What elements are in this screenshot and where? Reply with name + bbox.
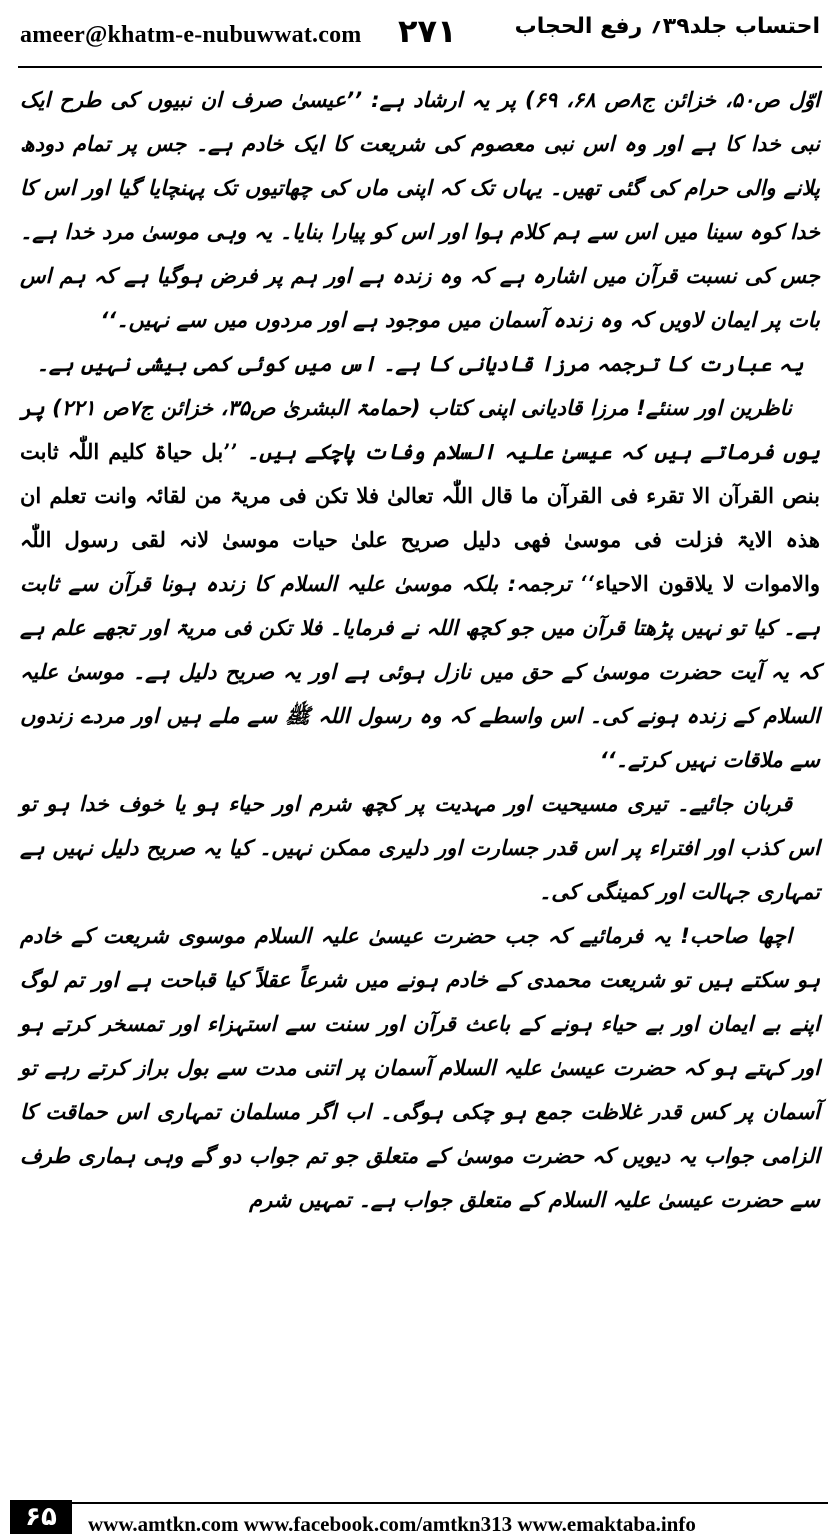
- readers-intro-text: ناظرین اور سنئے! مرزا قادیانی اپنی کتاب (حمامۃ البشریٰ ص۳۵، خزائن ج۷ص ۲۲۱) پر یوں فرماتے ہیں کہ عیسیٰ علیہ السلام وفات پاچکے ہیں۔: [20, 396, 820, 464]
- footer-divider: [72, 1502, 828, 1507]
- paragraph-rebuttal: قربان جائیے۔ تیری مسیحیت اور مہدیت پر کچھ شرم اور حیاء ہو یا خوف خدا ہو تو اس کذب اور افتراء پر اس قدر جسارت اور دلیری ممکن نہیں۔ کیا یہ صریح دلیل نہیں ہے تمہاری جہالت اور کمینگی کی۔: [20, 792, 820, 904]
- footer-links[interactable]: www.amtkn.com www.facebook.com/amtkn313 www.emaktaba.info: [88, 1512, 696, 1536]
- header-book-title: احتساب جلد۳۹؍ رفع الحجاب: [514, 14, 820, 39]
- header-divider: [18, 66, 822, 68]
- arabic-quote: ’’بل حیاۃ کلیم اللّٰہ ثابت بنص القرآن الا تقرء فی القرآن ما قال اللّٰہ تعالیٰ فلا تکن فی مریۃ من لقائہ وانت تعلم ان ھذہ الایۃ فزلت فی موسیٰ فھی دلیل صریح علیٰ حیات موسیٰ لانہ لقی رسول اللّٰہ والاموات لا یلاقون الاحیاء‘‘: [20, 439, 820, 596]
- arabic-translation: ترجمہ: بلکہ موسیٰ علیہ السلام کا زندہ ہونا قرآن سے ثابت ہے۔ کیا تو نہیں پڑھتا قرآن میں جو کچھ اللہ نے فرمایا۔ فلا تکن فی مریۃ اور تجھے علم ہے کہ یہ آیت حضرت موسیٰ کے حق میں نازل ہوئی ہے اور یہ صریح دلیل ہے۔ موسیٰ علیہ السلام کے زندہ ہونے کی۔ اس واسطے کہ وہ رسول اللہ ﷺ سے ملے ہیں اور مردے زندوں سے ملاقات نہیں کرتے۔‘‘: [20, 572, 820, 772]
- page-header: [20, 0, 820, 60]
- footer-page-number: ۶۵: [10, 1500, 72, 1534]
- paragraph-argument: اچھا صاحب! یہ فرمائیے کہ جب حضرت عیسیٰ علیہ السلام موسوی شریعت کے خادم ہو سکتے ہیں تو شریعت محمدی کے خادم ہونے میں شرعاً عقلاً کیا قباحت ہے اور تم لوگ اپنے بے ایمان اور بے حیاء ہونے کے باعث قرآن اور سنت سے استہزاء اور تمسخر کرتے ہو اور کہتے ہو کہ حضرت عیسیٰ علیہ السلام آسمان پر اتنی مدت سے بول براز کرتے رہے تو آسمان پر کس قدر غلاظت جمع ہو چکی ہوگی۔ اب اگر مسلمان تمہاری اس حماقت کا الزامی جواب یہ دیویں کہ حضرت موسیٰ کے متعلق جو تم جواب دو گے وہی ہماری طرف سے حضرت عیسیٰ علیہ السلام کے متعلق جواب ہے۔ تمہیں شرم: [20, 924, 820, 1212]
- paragraph-quote-intro: اوّل ص۵۰، خزائن ج۸ص ۶۸، ۶۹) پر یہ ارشاد ہے: ’’عیسیٰ صرف ان نبیوں کی طرح ایک نبی خدا کا ہے اور وہ اس نبی معصوم کی شریعت کا ایک خادم ہے۔ جس پر تمام دودھ پلانے والی حرام کی گئی تھیں۔ یہاں تک کہ اپنی ماں کی چھاتیوں تک پہنچایا گیا اور اس کا خدا کوہ سینا میں اس سے ہم کلام ہوا اور اس کو پیارا بنایا۔ یہ وہی موسیٰ مرد خدا ہے۔ جس کی نسبت قرآن میں اشارہ ہے کہ وہ زندہ ہے اور ہم پر فرض ہوگیا ہے کہ ہم اس بات پر ایمان لاویں کہ وہ زندہ آسمان میں موجود ہے اور مردوں میں سے نہیں۔‘‘: [20, 88, 820, 332]
- paragraph-translation-note: یہ عبارت کا ترجمہ مرزا قادیانی کا ہے۔ اس میں کوئی کمی بیشی نہیں ہے۔: [36, 352, 804, 376]
- header-email: ameer@khatm-e-nubuwwat.com: [20, 22, 362, 48]
- page-body: [20, 78, 820, 1222]
- header-page-number: ۲۷۱: [398, 12, 457, 50]
- page-footer: [0, 1498, 840, 1540]
- paragraph-readers-intro: [20, 386, 820, 782]
